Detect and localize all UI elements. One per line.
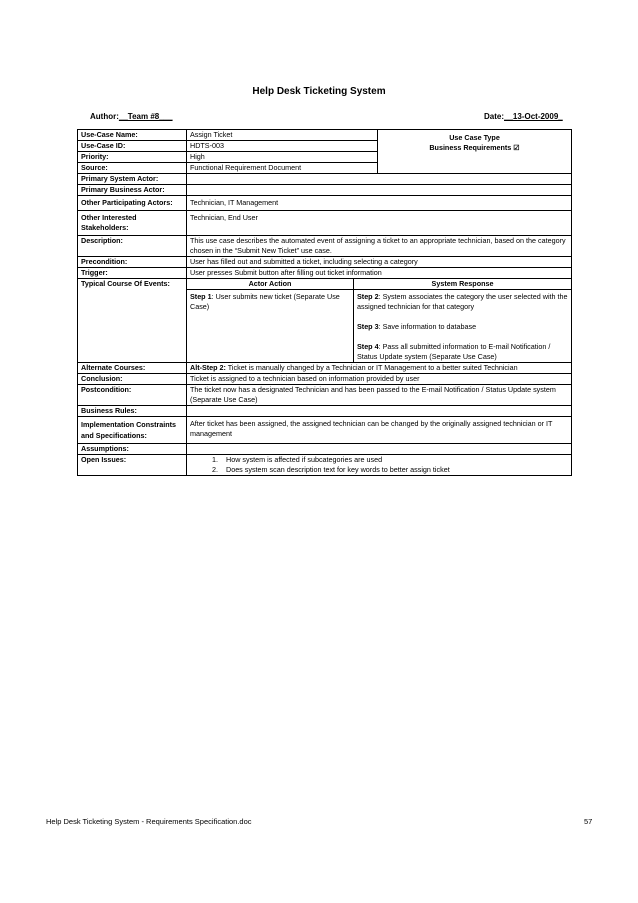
use-case-type-value: Business Requirements ☑ [429,143,520,152]
description-row [78,236,572,257]
actor-step-text: : User submits new ticket (Separate Use Case) [190,292,340,311]
precondition-value: User has filled out and submitted a ticket, including selecting a category [187,257,572,268]
other-participating-value: Technician, IT Management [187,196,572,211]
alternate-courses-label: Alternate Courses: [78,363,187,374]
date-line [484,112,563,121]
use-case-id-value: HDTS-003 [187,141,378,152]
priority-label: Priority: [78,152,187,163]
other-interested-row [78,211,572,236]
alt-step-label: Alt-Step 2: [190,363,226,372]
use-case-name-label: Use-Case Name: [78,130,187,141]
use-case-name-value: Assign Ticket [187,130,378,141]
date-value: __13-Oct-2009_ [504,112,563,121]
precondition-row [78,257,572,268]
other-participating-row [78,196,572,211]
use-case-id-label: Use-Case ID: [78,141,187,152]
open-issues-value [187,455,572,476]
system-step-3 [357,322,568,332]
postcondition-label: Postcondition: [78,385,187,406]
actor-step-label: Step 1 [190,292,212,301]
system-step-4-text: : Pass all submitted information to E-mail Notification / Status Update system (Separate Use Case) [357,342,551,361]
trigger-value: User presses Submit button after filling out ticket information [187,268,572,279]
date-label: Date: [484,112,505,121]
open-issues-label: Open Issues: [78,455,187,476]
typical-course-header-row [78,279,572,290]
conclusion-label: Conclusion: [78,374,187,385]
system-step-2 [357,292,568,312]
business-rules-value [187,406,572,417]
other-interested-value: Technician, End User [187,211,572,236]
conclusion-row [78,374,572,385]
precondition-label: Precondition: [78,257,187,268]
footer-filename: Help Desk Ticketing System - Requirements Specification.doc [46,817,252,826]
postcondition-row [78,385,572,406]
use-case-type-cell [378,130,572,174]
system-step-3-text: : Save information to database [378,322,477,331]
open-issues-list [190,455,568,475]
assumptions-value [187,444,572,455]
author-value: __Team #8___ [118,112,173,121]
trigger-label: Trigger: [78,268,187,279]
source-value: Functional Requirement Document [187,163,378,174]
actor-action-header: Actor Action [187,279,354,290]
postcondition-value: The ticket now has a designated Technician and has been passed to the E-mail Notification / Status Update system (Separate Use Case) [187,385,572,406]
use-case-name-row [78,130,572,141]
system-step-2-label: Step 2 [357,292,379,301]
description-label: Description: [78,236,187,257]
assumptions-label: Assumptions: [78,444,187,455]
other-participating-label: Other Participating Actors: [78,196,187,211]
system-response-cell [354,290,572,363]
primary-system-actor-label: Primary System Actor: [78,174,187,185]
typical-course-label: Typical Course Of Events: [78,279,187,363]
conclusion-value: Ticket is assigned to a technician based on information provided by user [187,374,572,385]
business-rules-row [78,406,572,417]
author-line [90,112,173,121]
system-step-4-label: Step 4 [357,342,379,351]
system-response-header: System Response [354,279,572,290]
source-label: Source: [78,163,187,174]
alternate-courses-value [187,363,572,374]
system-step-2-text: : System associates the category the user selected with the assigned technician for that category [357,292,568,311]
implementation-row [78,417,572,444]
implementation-label: Implementation Constraints and Specifications: [78,417,187,444]
open-issue-item: 2. Does system scan description text for key words to better assign ticket [220,465,568,475]
description-value: This use case describes the automated event of assigning a ticket to an appropriate technician, based on the category chosen in the “Submit New Ticket” use case. [187,236,572,257]
footer-page-number: 57 [584,817,593,826]
alternate-courses-row [78,363,572,374]
primary-business-actor-value [187,185,572,196]
alt-step-text: Ticket is manually changed by a Technician or IT Management to a better suited Technician [225,363,518,372]
primary-system-actor-value [187,174,572,185]
document-title: Help Desk Ticketing System [252,86,386,97]
system-step-4 [357,342,568,362]
assumptions-row [78,444,572,455]
actor-action-cell [187,290,354,363]
trigger-row [78,268,572,279]
system-step-3-label: Step 3 [357,322,379,331]
open-issues-row [78,455,572,476]
other-interested-label: Other Interested Stakeholders: [78,211,187,236]
business-rules-label: Business Rules: [78,406,187,417]
author-label: Author: [90,112,119,121]
primary-system-actor-row [78,174,572,185]
primary-business-actor-row [78,185,572,196]
priority-value: High [187,152,378,163]
implementation-value: After ticket has been assigned, the assigned technician can be changed by the originally assigned technician or IT management [187,417,572,444]
primary-business-actor-label: Primary Business Actor: [78,185,187,196]
use-case-table [77,129,572,476]
use-case-type-heading: Use Case Type [449,133,500,142]
open-issue-item: 1. How system is affected if subcategories are used [220,455,568,465]
